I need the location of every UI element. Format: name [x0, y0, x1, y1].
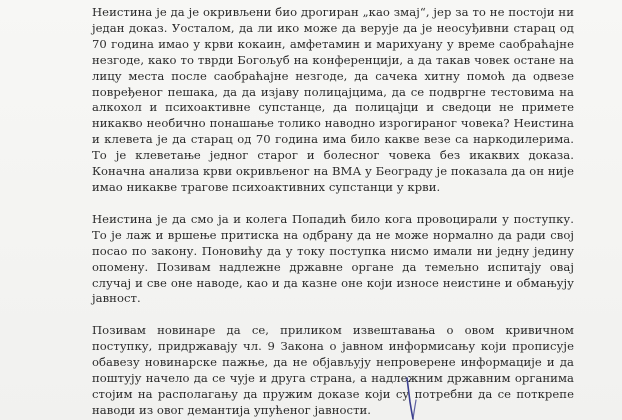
- paragraph-2: Неистина је да смо ја и колега Попадић било кога провоцирали у поступку. То је лаж и вршење притиска на одбрану да не може нормално да ради свој посао по закону. Поновићу да у току поступка нисмо имали ни једну једину опомену. Позивам надлежне државне органе да темељно испитају овај случај и све оне наводе, као и да казне оне који износе неистине и обмањују јавност.: [92, 211, 574, 306]
- signature-stroke: [404, 376, 420, 420]
- paragraph-1: Неистина је да је окривљени био дрогиран „као змај“, јер за то не постоји ни један доказ. Уосталом, да ли ико може да верује да је неосуђивни старац од 70 година имао у крви кокаин, амфетамин и марихуану у време саобраћајне незгоде, како то тврди Богољуб на конференцији, а да такав човек остане на лицу места после саобраћајне незгоде, да сачека хитну помоћ да одвезе повређеног пешака, да да изјаву полицајцима, да се подвргне тестовима на алкохол и психоактивне супстанце, да полицајци и сведоци не примете никакво необично понашање толико наводно изрогираног човека? Неистина и клевета је да старац од 70 година има било какве везе са наркодилерима. То је клеветање једног старог и болесног човека без икаквих доказа. Коначна анализа крви окривљеног на ВМА у Београду је показала да он није имао никакве трагове психоактивних супстанци у крви.: [92, 5, 574, 194]
- document-body: [92, 5, 574, 420]
- paragraph-3: Позивам новинаре да се, приликом извештавања о овом кривичном поступку, придржавају чл. 9 Закона о јавном информисању који прописује обавезу новинарске пажње, да не објављују непроверене информације и да поштују начело да се чује и друга страна, а надлежним државним органима стојим на располагању да пружим доказе који су потребни да се поткрепе наводи из овог демантија упућеног јавности.: [92, 323, 574, 417]
